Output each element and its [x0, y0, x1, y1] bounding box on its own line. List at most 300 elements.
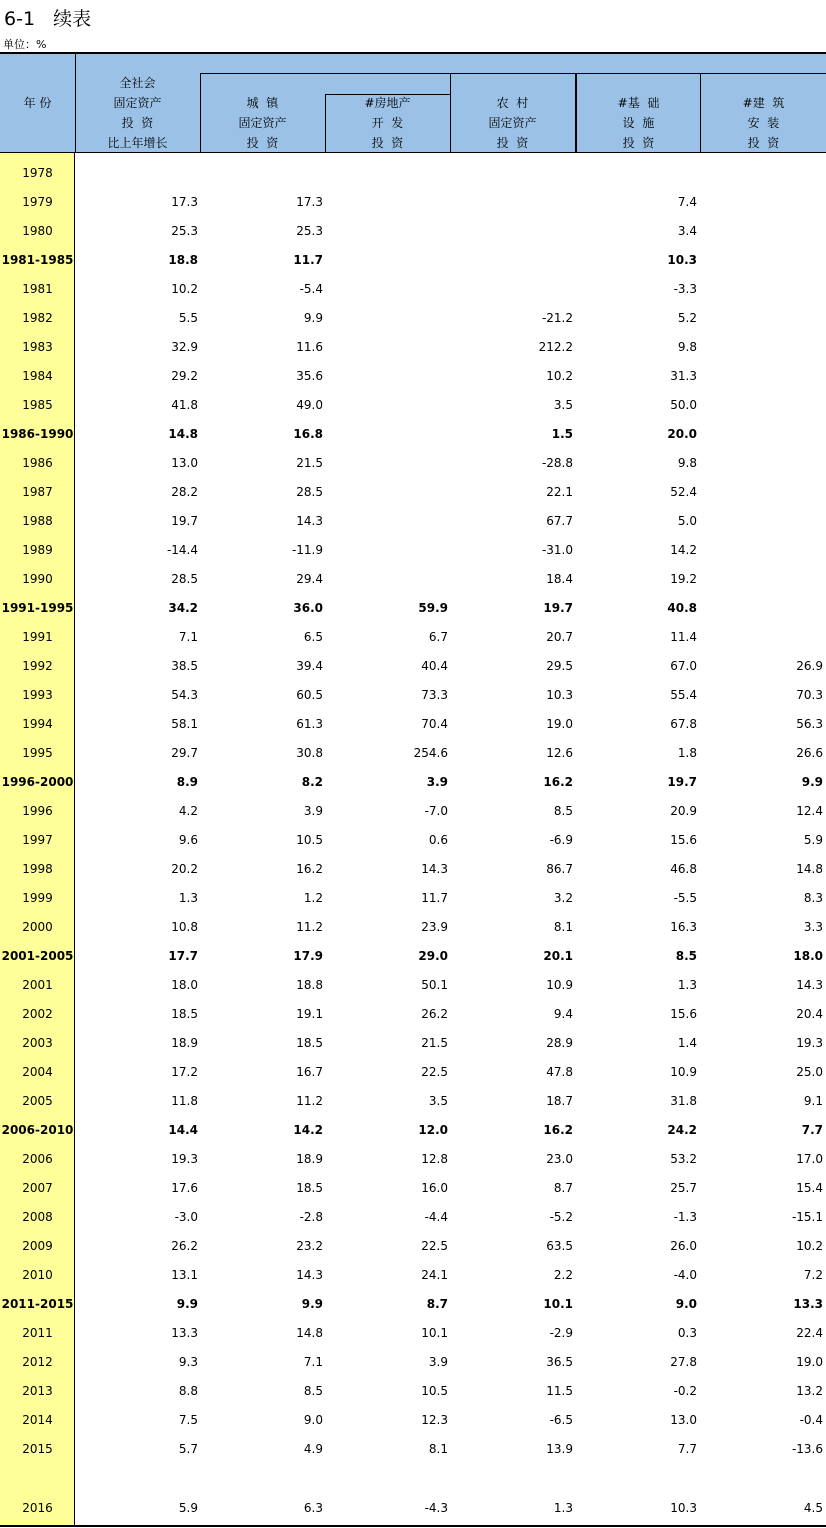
rural-cell: 3.2	[553, 891, 573, 905]
real-estate-cell: 59.9	[418, 601, 448, 615]
table-row	[0, 1203, 826, 1232]
year-cell: 2011-2015	[1, 1297, 74, 1311]
infrastructure-cell: 10.9	[670, 1065, 697, 1079]
total-cell: 58.1	[171, 717, 198, 731]
infrastructure-cell: -4.0	[673, 1268, 697, 1282]
rural-cell: 16.2	[543, 1123, 573, 1137]
infrastructure-cell: 53.2	[670, 1152, 697, 1166]
year-cell: 1979	[22, 195, 53, 209]
infrastructure-cell: 1.4	[677, 1036, 697, 1050]
year-cell: 1986-1990	[1, 427, 74, 441]
rural-cell: 12.6	[546, 746, 573, 760]
table-row	[0, 768, 826, 797]
header-divider	[200, 73, 826, 74]
infrastructure-cell: 20.9	[670, 804, 697, 818]
total-cell: 29.7	[171, 746, 198, 760]
construction-cell: 20.4	[796, 1007, 823, 1021]
urban-cell: 10.5	[296, 833, 323, 847]
year-cell: 1989	[22, 543, 53, 557]
urban-cell: 18.9	[296, 1152, 323, 1166]
table-row	[0, 855, 826, 884]
table-row	[0, 1377, 826, 1406]
total-cell: 20.2	[171, 862, 198, 876]
total-cell: 18.8	[168, 253, 198, 267]
table-row	[0, 710, 826, 739]
urban-cell: 9.0	[303, 1413, 323, 1427]
rural-cell: -28.8	[541, 456, 573, 470]
urban-cell: 17.9	[293, 949, 323, 963]
construction-cell: 26.9	[796, 659, 823, 673]
infrastructure-cell: -0.2	[673, 1384, 697, 1398]
infrastructure-cell: 7.4	[677, 195, 697, 209]
real-estate-cell: 24.1	[421, 1268, 448, 1282]
year-cell: 2010	[22, 1268, 53, 1282]
infrastructure-cell: 20.0	[667, 427, 697, 441]
infrastructure-cell: -3.3	[673, 282, 697, 296]
table-row	[0, 565, 826, 594]
urban-cell: 25.3	[296, 224, 323, 238]
infrastructure-cell: 8.5	[675, 949, 697, 963]
real-estate-cell: 3.5	[428, 1094, 448, 1108]
urban-cell: -2.8	[299, 1210, 323, 1224]
infrastructure-cell: 40.8	[667, 601, 697, 615]
infrastructure-cell: 19.2	[670, 572, 697, 586]
year-cell: 1994	[22, 717, 53, 731]
urban-cell: 18.8	[296, 978, 323, 992]
total-cell: 5.7	[178, 1442, 198, 1456]
real-estate-cell: -7.0	[424, 804, 448, 818]
urban-cell: 14.3	[296, 1268, 323, 1282]
table-row	[0, 1116, 826, 1145]
total-cell: 10.2	[171, 282, 198, 296]
infrastructure-cell: 55.4	[670, 688, 697, 702]
header-total-line4: 比上年增长	[107, 136, 168, 150]
table-row	[0, 1406, 826, 1435]
header-rural-line3: 投 资	[496, 136, 529, 150]
rural-cell: 19.0	[546, 717, 573, 731]
year-cell: 2007	[22, 1181, 53, 1195]
infrastructure-cell: 24.2	[667, 1123, 697, 1137]
total-cell: 29.2	[171, 369, 198, 383]
urban-cell: 7.1	[303, 1355, 323, 1369]
total-cell: 4.2	[178, 804, 198, 818]
year-cell: 2000	[22, 920, 53, 934]
real-estate-cell: 70.4	[421, 717, 448, 731]
urban-cell: 11.7	[293, 253, 323, 267]
total-cell: 17.7	[168, 949, 198, 963]
year-cell: 1992	[22, 659, 53, 673]
construction-cell: 15.4	[796, 1181, 823, 1195]
year-cell: 1998	[22, 862, 53, 876]
real-estate-cell: 29.0	[418, 949, 448, 963]
rural-cell: 212.2	[538, 340, 573, 354]
total-cell: 17.2	[171, 1065, 198, 1079]
table-row	[0, 362, 826, 391]
real-estate-cell: 10.5	[421, 1384, 448, 1398]
rural-cell: 11.5	[546, 1384, 573, 1398]
table-row	[0, 1145, 826, 1174]
rural-cell: 10.1	[543, 1297, 573, 1311]
year-cell: 2005	[22, 1094, 53, 1108]
urban-cell: 8.2	[301, 775, 323, 789]
infrastructure-cell: 25.7	[670, 1181, 697, 1195]
total-cell: -3.0	[174, 1210, 198, 1224]
infrastructure-cell: 1.8	[677, 746, 697, 760]
construction-cell: 22.4	[796, 1326, 823, 1340]
table-row	[0, 1261, 826, 1290]
header-realestate-line1: #房地产	[364, 96, 411, 110]
table-row	[0, 884, 826, 913]
real-estate-cell: 12.8	[421, 1152, 448, 1166]
rural-cell: 3.5	[553, 398, 573, 412]
total-cell: 17.3	[171, 195, 198, 209]
infrastructure-cell: 67.8	[670, 717, 697, 731]
rural-cell: 67.7	[546, 514, 573, 528]
urban-cell: 4.9	[303, 1442, 323, 1456]
urban-cell: 23.2	[296, 1239, 323, 1253]
infrastructure-cell: 9.8	[677, 456, 697, 470]
rural-cell: 28.9	[546, 1036, 573, 1050]
total-cell: 10.8	[171, 920, 198, 934]
urban-cell: 6.5	[303, 630, 323, 644]
table-row	[0, 217, 826, 246]
year-cell: 2003	[22, 1036, 53, 1050]
urban-cell: 18.5	[296, 1036, 323, 1050]
header-construction-line1: #建 筑	[742, 96, 785, 110]
year-cell: 2004	[22, 1065, 53, 1079]
infrastructure-cell: 15.6	[670, 1007, 697, 1021]
total-cell: 19.3	[171, 1152, 198, 1166]
real-estate-cell: -4.3	[424, 1501, 448, 1515]
rural-cell: 16.2	[543, 775, 573, 789]
real-estate-cell: 254.6	[413, 746, 448, 760]
urban-cell: 3.9	[303, 804, 323, 818]
total-cell: 13.3	[171, 1326, 198, 1340]
urban-cell: 61.3	[296, 717, 323, 731]
year-cell: 1993	[22, 688, 53, 702]
rural-cell: 29.5	[546, 659, 573, 673]
table-row	[0, 1435, 826, 1464]
construction-cell: 19.0	[796, 1355, 823, 1369]
construction-cell: 9.9	[801, 775, 823, 789]
year-cell: 2006	[22, 1152, 53, 1166]
table-header	[0, 52, 826, 153]
header-realestate-line2: 开 发	[371, 116, 404, 130]
header-infra-line1: #基 础	[617, 96, 660, 110]
total-cell: 7.1	[178, 630, 198, 644]
total-cell: 28.5	[171, 572, 198, 586]
infrastructure-cell: 9.0	[675, 1297, 697, 1311]
real-estate-cell: -4.4	[424, 1210, 448, 1224]
infrastructure-cell: 31.3	[670, 369, 697, 383]
header-infra-line3: 投 资	[622, 136, 655, 150]
infrastructure-cell: 19.7	[667, 775, 697, 789]
rural-cell: 1.3	[553, 1501, 573, 1515]
infrastructure-cell: -1.3	[673, 1210, 697, 1224]
table-row	[0, 1087, 826, 1116]
table-row	[0, 536, 826, 565]
table-row	[0, 478, 826, 507]
total-cell: 18.5	[171, 1007, 198, 1021]
infrastructure-cell: 46.8	[670, 862, 697, 876]
year-cell: 2016	[22, 1501, 53, 1515]
table-row	[0, 1058, 826, 1087]
year-cell: 1980	[22, 224, 53, 238]
total-cell: 14.8	[168, 427, 198, 441]
table-row	[0, 1232, 826, 1261]
urban-cell: 11.2	[296, 1094, 323, 1108]
infrastructure-cell: 52.4	[670, 485, 697, 499]
header-construction-line3: 投 资	[747, 136, 780, 150]
total-cell: 28.2	[171, 485, 198, 499]
real-estate-cell: 16.0	[421, 1181, 448, 1195]
construction-cell: 9.1	[803, 1094, 823, 1108]
construction-cell: 12.4	[796, 804, 823, 818]
table-row	[0, 652, 826, 681]
real-estate-cell: 11.7	[421, 891, 448, 905]
infrastructure-cell: 11.4	[670, 630, 697, 644]
year-cell: 1987	[22, 485, 53, 499]
construction-cell: 13.3	[793, 1297, 823, 1311]
construction-cell: 8.3	[803, 891, 823, 905]
table-row	[0, 971, 826, 1000]
total-cell: 34.2	[168, 601, 198, 615]
table-row	[0, 594, 826, 623]
rural-cell: 23.0	[546, 1152, 573, 1166]
urban-cell: 39.4	[296, 659, 323, 673]
year-cell: 2012	[22, 1355, 53, 1369]
urban-cell: 9.9	[303, 311, 323, 325]
real-estate-cell: 6.7	[428, 630, 448, 644]
construction-cell: 13.2	[796, 1384, 823, 1398]
table-row	[0, 507, 826, 536]
urban-cell: 35.6	[296, 369, 323, 383]
rural-cell: 9.4	[553, 1007, 573, 1021]
table-row	[0, 159, 826, 188]
year-cell: 1996-2000	[1, 775, 74, 789]
table-row	[0, 797, 826, 826]
rural-cell: -6.5	[549, 1413, 573, 1427]
rural-cell: 13.9	[546, 1442, 573, 1456]
real-estate-cell: 3.9	[426, 775, 448, 789]
real-estate-cell: 73.3	[421, 688, 448, 702]
total-cell: 26.2	[171, 1239, 198, 1253]
year-cell: 1995	[22, 746, 53, 760]
construction-cell: 7.2	[803, 1268, 823, 1282]
infrastructure-cell: 26.0	[670, 1239, 697, 1253]
real-estate-cell: 12.0	[418, 1123, 448, 1137]
urban-cell: 21.5	[296, 456, 323, 470]
table-row	[0, 1174, 826, 1203]
rural-cell: -21.2	[541, 311, 573, 325]
construction-cell: -15.1	[791, 1210, 823, 1224]
urban-cell: 16.8	[293, 427, 323, 441]
construction-cell: 26.6	[796, 746, 823, 760]
real-estate-cell: 22.5	[421, 1239, 448, 1253]
urban-cell: 14.3	[296, 514, 323, 528]
table-row	[0, 942, 826, 971]
real-estate-cell: 22.5	[421, 1065, 448, 1079]
construction-cell: 17.0	[796, 1152, 823, 1166]
total-cell: 9.9	[176, 1297, 198, 1311]
table-row	[0, 333, 826, 362]
table-row	[0, 1494, 826, 1523]
total-cell: 8.8	[178, 1384, 198, 1398]
real-estate-cell: 26.2	[421, 1007, 448, 1021]
real-estate-cell: 0.6	[428, 833, 448, 847]
year-cell: 1999	[22, 891, 53, 905]
year-cell: 1988	[22, 514, 53, 528]
total-cell: 8.9	[176, 775, 198, 789]
real-estate-cell: 3.9	[428, 1355, 448, 1369]
rural-cell: -6.9	[549, 833, 573, 847]
year-cell: 1985	[22, 398, 53, 412]
total-cell: 5.5	[178, 311, 198, 325]
year-cell: 2001	[22, 978, 53, 992]
year-cell: 2013	[22, 1384, 53, 1398]
rural-cell: 2.2	[553, 1268, 573, 1282]
infrastructure-cell: 9.8	[677, 340, 697, 354]
table-row	[0, 1029, 826, 1058]
infrastructure-cell: 5.0	[677, 514, 697, 528]
urban-cell: 16.7	[296, 1065, 323, 1079]
urban-cell: 17.3	[296, 195, 323, 209]
infrastructure-cell: 14.2	[670, 543, 697, 557]
rural-cell: 86.7	[546, 862, 573, 876]
infrastructure-cell: 13.0	[670, 1413, 697, 1427]
year-cell: 2011	[22, 1326, 53, 1340]
total-cell: 14.4	[168, 1123, 198, 1137]
table-row	[0, 1290, 826, 1319]
rural-cell: 47.8	[546, 1065, 573, 1079]
table-row	[0, 246, 826, 275]
urban-cell: 1.2	[303, 891, 323, 905]
year-cell: 1981-1985	[1, 253, 74, 267]
rural-cell: 18.7	[546, 1094, 573, 1108]
total-cell: 54.3	[171, 688, 198, 702]
rural-cell: 8.7	[553, 1181, 573, 1195]
urban-cell: 18.5	[296, 1181, 323, 1195]
urban-cell: 30.8	[296, 746, 323, 760]
real-estate-cell: 10.1	[421, 1326, 448, 1340]
urban-cell: 49.0	[296, 398, 323, 412]
year-cell: 2008	[22, 1210, 53, 1224]
total-cell: 32.9	[171, 340, 198, 354]
total-cell: 18.9	[171, 1036, 198, 1050]
infrastructure-cell: 3.4	[677, 224, 697, 238]
table-row	[0, 913, 826, 942]
header-urban-line2: 固定资产	[238, 116, 287, 130]
infrastructure-cell: 10.3	[667, 253, 697, 267]
table-row	[0, 391, 826, 420]
construction-cell: 19.3	[796, 1036, 823, 1050]
rural-cell: 36.5	[546, 1355, 573, 1369]
construction-cell: 70.3	[796, 688, 823, 702]
header-total-line1: 全社会	[119, 76, 156, 90]
total-cell: 1.3	[178, 891, 198, 905]
construction-cell: 5.9	[803, 833, 823, 847]
rural-cell: 8.5	[553, 804, 573, 818]
construction-cell: -13.6	[791, 1442, 823, 1456]
real-estate-cell: 12.3	[421, 1413, 448, 1427]
infrastructure-cell: 16.3	[670, 920, 697, 934]
rural-cell: 8.1	[553, 920, 573, 934]
table-bottom-border	[0, 1525, 826, 1527]
infrastructure-cell: 67.0	[670, 659, 697, 673]
table-row	[0, 1348, 826, 1377]
total-cell: 9.6	[178, 833, 198, 847]
construction-cell: 14.3	[796, 978, 823, 992]
year-cell: 1990	[22, 572, 53, 586]
header-realestate-line3: 投 资	[371, 136, 404, 150]
year-cell: 2002	[22, 1007, 53, 1021]
total-cell: -14.4	[166, 543, 198, 557]
construction-cell: 18.0	[793, 949, 823, 963]
rural-cell: -5.2	[549, 1210, 573, 1224]
year-cell: 1997	[22, 833, 53, 847]
construction-cell: 56.3	[796, 717, 823, 731]
urban-cell: 16.2	[296, 862, 323, 876]
real-estate-cell: 8.1	[428, 1442, 448, 1456]
year-cell: 1984	[22, 369, 53, 383]
real-estate-cell: 40.4	[421, 659, 448, 673]
year-cell: 1996	[22, 804, 53, 818]
rural-cell: 63.5	[546, 1239, 573, 1253]
infrastructure-cell: -5.5	[673, 891, 697, 905]
year-cell: 1986	[22, 456, 53, 470]
urban-cell: 28.5	[296, 485, 323, 499]
construction-cell: 10.2	[796, 1239, 823, 1253]
construction-cell: 7.7	[801, 1123, 823, 1137]
urban-cell: 14.2	[293, 1123, 323, 1137]
year-cell: 1991	[22, 630, 53, 644]
rural-cell: -2.9	[549, 1326, 573, 1340]
year-cell: 1983	[22, 340, 53, 354]
rural-cell: 20.7	[546, 630, 573, 644]
total-cell: 19.7	[171, 514, 198, 528]
total-cell: 18.0	[171, 978, 198, 992]
table-row	[0, 420, 826, 449]
urban-cell: 60.5	[296, 688, 323, 702]
urban-cell: 11.6	[296, 340, 323, 354]
infrastructure-cell: 7.7	[677, 1442, 697, 1456]
year-cell: 2009	[22, 1239, 53, 1253]
construction-cell: 4.5	[803, 1501, 823, 1515]
table-row	[0, 304, 826, 333]
infrastructure-cell: 0.3	[677, 1326, 697, 1340]
header-infra-line2: 设 施	[622, 116, 655, 130]
total-cell: 17.6	[171, 1181, 198, 1195]
total-cell: 11.8	[171, 1094, 198, 1108]
urban-cell: 11.2	[296, 920, 323, 934]
infrastructure-cell: 27.8	[670, 1355, 697, 1369]
table-row	[0, 1000, 826, 1029]
urban-cell: 29.4	[296, 572, 323, 586]
rural-cell: 10.9	[546, 978, 573, 992]
infrastructure-cell: 1.3	[677, 978, 697, 992]
urban-cell: 36.0	[293, 601, 323, 615]
year-cell: 1981	[22, 282, 53, 296]
total-cell: 7.5	[178, 1413, 198, 1427]
rural-cell: 18.4	[546, 572, 573, 586]
infrastructure-cell: 31.8	[670, 1094, 697, 1108]
infrastructure-cell: 10.3	[670, 1501, 697, 1515]
total-cell: 41.8	[171, 398, 198, 412]
year-cell: 1991-1995	[1, 601, 74, 615]
header-rural-line1: 农 村	[496, 96, 529, 110]
real-estate-cell: 8.7	[426, 1297, 448, 1311]
urban-cell: 8.5	[303, 1384, 323, 1398]
